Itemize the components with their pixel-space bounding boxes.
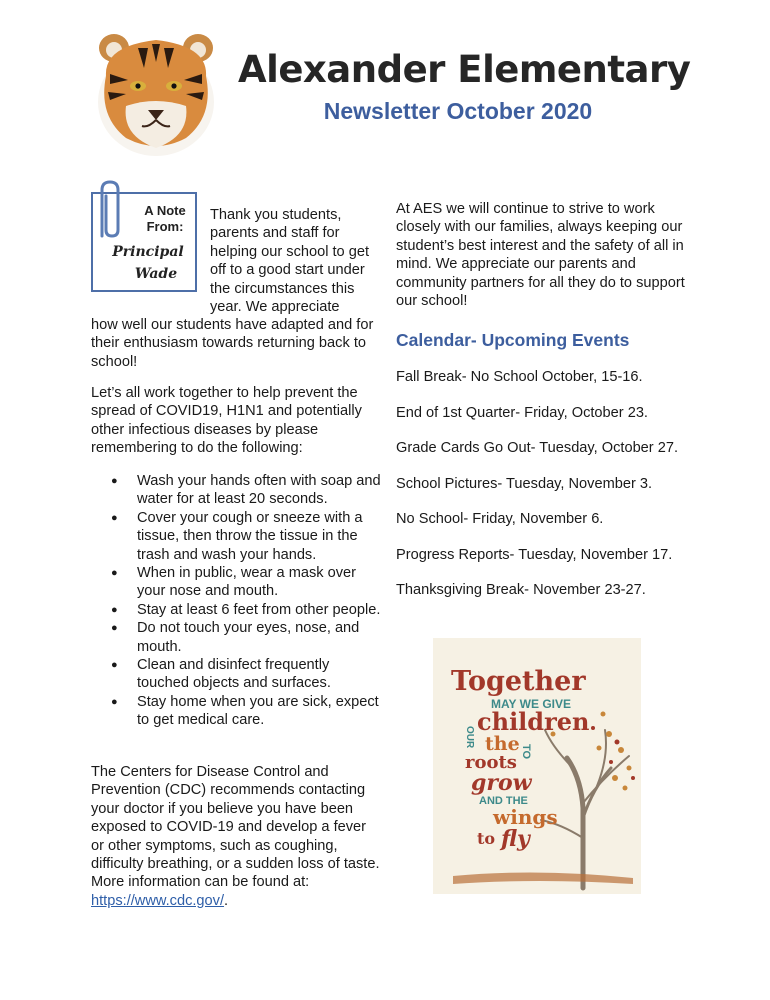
list-item: ● Clean and disinfect frequently touched objects and surfaces.: [91, 656, 381, 693]
note-label-line2: From:: [146, 219, 184, 234]
note-principal-title: Principal: [112, 244, 184, 260]
poster-word-wings: wings: [493, 805, 558, 829]
intro-paragraph-wrapped: Thank you students, parents and staff for helping our school to get off to a good start under the circumstances this year. We appreciate: [210, 207, 370, 316]
poster-phrase-may-we-give: MAY WE GIVE: [491, 697, 572, 711]
poster-word-the: the: [485, 733, 520, 755]
poster-word-our: OUR: [464, 726, 475, 749]
note-principal-name: Wade: [134, 266, 178, 282]
intro-paragraph-continued: how well our students have adapted and for their enthusiasm towards returning back to school!: [91, 317, 374, 370]
list-item: Progress Reports- Tuesday, November 17.: [396, 546, 673, 563]
school-commitment-paragraph: At AES we will continue to strive to work closely with our families, always keeping our student’s best interest and the safety of all in mind. We appreciate our parents and community partners for all they do to support our school!: [396, 201, 685, 310]
paperclip-icon: [88, 178, 128, 248]
prevention-paragraph: Let’s all work together to help prevent the spread of COVID19, H1N1 and potentially other infectious diseases by please remembering to do the following:: [91, 385, 362, 457]
poster-phrase-and-the: AND THE: [479, 795, 528, 807]
list-item: No School- Friday, November 6.: [396, 511, 604, 527]
list-item: ● Cover your cough or sneeze with a tissue, then throw the tissue in the trash and wash your hands.: [91, 509, 381, 564]
poster-word-to: TO: [520, 744, 532, 760]
together-poster-image: [433, 638, 641, 894]
list-item: End of 1st Quarter- Friday, October 23.: [396, 404, 648, 421]
poster-word-to-2: to: [477, 829, 496, 848]
list-item: Grade Cards Go Out- Tuesday, October 27.: [396, 440, 679, 456]
cdc-website-link[interactable]: https://www.cdc.gov/: [91, 892, 225, 909]
poster-word-children: children: [477, 707, 590, 736]
list-item: Thanksgiving Break- November 23-27.: [396, 582, 646, 598]
list-item: Fall Break- No School October, 15-16.: [396, 369, 643, 385]
list-item: ● Do not touch your eyes, nose, and mouth.: [91, 619, 381, 656]
poster-word-fly: fly: [501, 826, 530, 852]
tiger-logo-image: [86, 26, 226, 158]
list-item: ● Stay at least 6 feet from other people.: [91, 601, 381, 619]
list-item: ● Stay home when you are sick, expect to get medical care.: [91, 693, 381, 730]
poster-word-roots: roots: [465, 752, 517, 773]
note-label-line1: A Note: [144, 203, 186, 218]
prevention-list: [91, 472, 381, 730]
newsletter-title: Alexander Elementary: [238, 48, 691, 91]
list-item: ● When in public, wear a mask over your nose and mouth.: [91, 564, 381, 601]
calendar-heading: Calendar- Upcoming Events: [396, 330, 630, 350]
list-item: School Pictures- Tuesday, November 3.: [396, 475, 653, 492]
cdc-paragraph: [91, 763, 381, 910]
poster-word-grow: grow: [471, 770, 532, 796]
newsletter-subtitle: Newsletter October 2020: [323, 98, 593, 124]
list-item: ● Wash your hands often with soap and water for at least 20 seconds.: [91, 472, 381, 509]
cdc-paragraph-end: .: [224, 892, 229, 909]
calendar-events-list: [396, 368, 716, 617]
cdc-paragraph-text: The Centers for Disease Control and Prevention (CDC) recommends contacting your doctor if you believe you have been exposed to COVID-19 and develop a fever or other symptoms, such as coughing, difficulty breathing, or a sudden loss of taste. More information can be found at:: [91, 764, 380, 891]
poster-word-together: Together: [451, 666, 586, 697]
